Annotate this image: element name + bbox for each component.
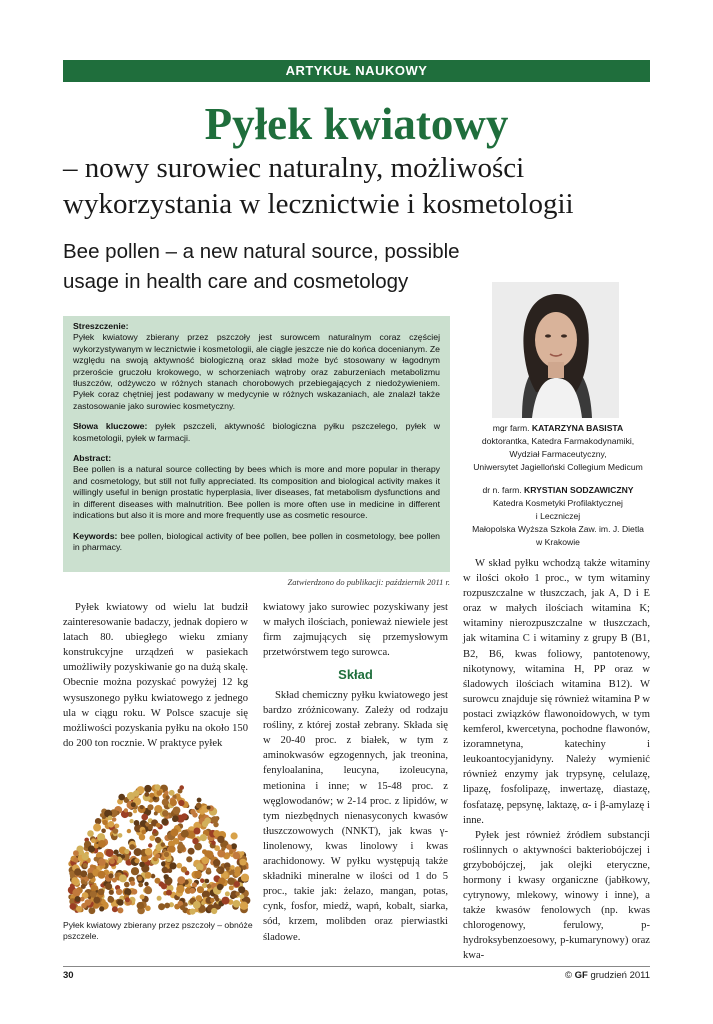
author-2 bbox=[463, 484, 653, 549]
keywords-pl-text: pyłek pszczeli, aktywność biologiczna pyłku pszczelego, pyłek w kosmetologii, pyłek w farmacji. bbox=[73, 421, 440, 443]
author-2-prefix: dr n. farm. bbox=[482, 485, 525, 495]
article-subtitle-english: Bee pollen – a new natural source, possible usage in health care and cosmetology bbox=[63, 240, 460, 293]
body-paragraph: W skład pyłku wchodzą także witaminy w ilości około 1 proc., w tym witaminy rozpuszczalne w tłuszczach, jak A, D i E oraz w małych ilościach witamina K; witaminy nierozpuszczalne w tłuszczach, jak witamina C i witaminy z grupy B (B1, B2, B6, kwas foliowy, pantotenowy, nikotynowy, witamina H, PP oraz w śladowych ilościach witamina B12). W surowcu znajduje się również witamina P w postaci związków flawonoidowych, w tym kemferol, kwercetyna, pochodne flawonów, izoramnetyna, katechiny i leukoantocyjanidyny. Należy wymienić również enzymy jak trypsynę, celulazę, lipazę, fosfolipazę, inwertazę, diastazę, fosfatazę, pepsynę, laktazę, α- i β-amylazę i inne. bbox=[463, 558, 650, 826]
body-column-2 bbox=[263, 600, 448, 660]
page-number: 30 bbox=[63, 970, 74, 981]
streszczenie-section bbox=[73, 321, 440, 412]
body-paragraph: Pyłek kwiatowy od wielu lat budził zainteresowanie badaczy, jednak dopiero w latach 80. ubiegłego wieku zmiany konstrukcyjne urządzeń w pasiekach umożliwiły pozyskiwanie go na dużą skalę. Obecnie można pozyskać powyżej 12 kg wysuszonego pyłku kwiatowego z jednego ula w ciągu roku. W Polsce szacuje się możliwości pozyskania pyłku na około 150 do 200 ton rocznie. W praktyce pyłek bbox=[63, 602, 248, 749]
keywords-en bbox=[73, 531, 440, 554]
streszczenie-text: Pyłek kwiatowy zbierany przez pszczoły jest surowcem naturalnym coraz częściej wykorzystywanym w lecznictwie i kosmetologii, ale ciągle jeszcze nie do końca docenianym. Ze względu na swoją aktywność biologiczną oraz skład może być stosowany w łagodnym przeroście gruczołu krokowego, w schorzeniach wątroby oraz zaburzeniach metabolizmu tłuszczów, odżywczo w różnych stanach chorobowych przebiegających z niedożywieniem. Pyłek coraz chętniej jest podawany w medycynie w różnych wskazaniach, ale znalazł także zastosowanie jako surowiec kosmetyczny. bbox=[73, 332, 440, 411]
copyright-symbol: © bbox=[565, 970, 575, 981]
author-1-affiliation-line: Wydział Farmaceutyczny, bbox=[509, 449, 607, 459]
author-portrait-image bbox=[492, 282, 619, 418]
keywords-en-label: Keywords: bbox=[73, 530, 118, 541]
body-paragraph: kwiatowy jako surowiec pozyskiwany jest w małych ilościach, ponieważ niewiele jest firm zajmujących się przemysłowym przetwórstwem tego surowca. bbox=[263, 602, 448, 659]
body-column-2-continued bbox=[263, 688, 448, 945]
body-paragraph: Pyłek jest również źródłem substancji roślinnych o aktywności bakteriobójczej i grzybobójczej, jak olejki eteryczne, hormony i kwasy organiczne (jabłkowy, cytrynowy, mlekowy, winowy i inne), a także kwasów fenolowych (np. kwas chlorogenowy, ferulowy, p-hydroksybenzoesowy, p-kumarynowy) oraz kwa- bbox=[463, 829, 650, 962]
issue-date: grudzień 2011 bbox=[587, 970, 650, 981]
body-column-3 bbox=[463, 556, 650, 964]
abstract-section bbox=[73, 453, 440, 521]
article-subtitle-polish: – nowy surowiec naturalny, możliwości wykorzystania w lecznictwie i kosmetologii bbox=[63, 152, 574, 220]
author-2-affiliation-line: w Krakowie bbox=[536, 537, 580, 547]
author-1 bbox=[463, 422, 653, 474]
article-title: Pyłek kwiatowy bbox=[204, 99, 509, 149]
author-1-affiliation-line: doktorantka, Katedra Farmakodynamiki, bbox=[481, 436, 635, 446]
author-2-name: KRYSTIAN SODZAWICZNY bbox=[524, 485, 634, 495]
abstract-box bbox=[63, 316, 450, 572]
author-1-name: KATARZYNA BASISTA bbox=[531, 423, 624, 433]
author-1-prefix: mgr farm. bbox=[492, 423, 532, 433]
body-paragraph: Skład chemiczny pyłku kwiatowego jest bardzo zróżnicowany. Zależy od rodzaju rośliny, z której został zebrany. Składa się w 20-40 proc. z białek, w tym z aminokwasów egzogennych, jak treonina, fenyloalanina, leucyna, izoleucyna, metionina i inne; w 15-48 proc. z węglowodanów; w 2-14 proc. z lipidów, w tym niezbędnych nienasyconych kwasów tłuszczowowych (NNKT), jak kwas γ-linolenowy, kwas linolowy i kwas arachidonowy. W pyłku występują także składniki mineralne w ilości od 1 do 5 proc., takie jak: żelazo, mangan, potas, cynk, fosfor, miedź, wapń, kobalt, siarka, sód, krzem, molibden oraz pierwiastki śladowe. bbox=[263, 690, 448, 943]
footer-divider bbox=[63, 966, 650, 967]
keywords-pl-label: Słowa kluczowe: bbox=[73, 421, 148, 432]
section-heading-sklad: Skład bbox=[338, 667, 373, 682]
section-banner: ARTYKUŁ NAUKOWY bbox=[63, 60, 650, 82]
journal-brand: GF bbox=[574, 970, 588, 981]
abstract-label: Abstract: bbox=[73, 453, 112, 464]
figure-caption: Pyłek kwiatowy zbierany przez pszczoły – obnóże pszczele. bbox=[63, 920, 253, 941]
author-2-affiliation-line: i Leczniczej bbox=[535, 511, 581, 521]
body-column-1 bbox=[63, 600, 248, 751]
author-2-affiliation-line: Małopolska Wyższa Szkoła Zaw. im. J. Dietla bbox=[472, 524, 644, 534]
author-1-affiliation-line: Uniwersytet Jagielloński Collegium Medicum bbox=[473, 462, 643, 472]
streszczenie-label: Streszczenie: bbox=[73, 321, 129, 331]
author-1-name-line bbox=[463, 422, 653, 435]
abstract-text: Bee pollen is a natural source collecting by bees which is more and more popular in therapy and cosmetology, but still not fully appreciated. Its composition and biological activity makes it willingly useful in benign prostatic hyperplasia, liver diseases, fat metabolism dysfunctions and in different diseases with malnutrition. Bee pollen is more often use in medicine in different indications but also it is more and more frequently use as cosmetic resource. bbox=[73, 464, 440, 521]
keywords-pl bbox=[73, 421, 440, 444]
bee-pollen-granules-photo bbox=[63, 752, 255, 920]
author-2-name-line bbox=[463, 484, 653, 497]
author-2-affiliation-line: Katedra Kosmetyki Profilaktycznej bbox=[493, 498, 623, 508]
bee-pollen-image bbox=[63, 752, 255, 920]
approval-date: Zatwierdzono do publikacji: październik 2011 r. bbox=[287, 577, 450, 587]
footer-issue bbox=[565, 970, 650, 981]
keywords-en-text: bee pollen, biological activity of bee pollen, bee pollen in cosmetology, bee pollen in pharmacy. bbox=[73, 530, 440, 552]
author-photo bbox=[492, 282, 619, 418]
